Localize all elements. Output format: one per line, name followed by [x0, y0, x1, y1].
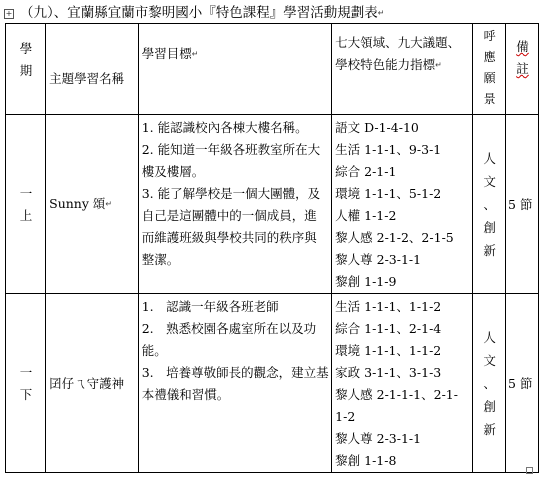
- header-semester: 學 期: [6, 24, 46, 115]
- list-item: 2. 能知道一年級各班教室所在大樓及樓層。: [141, 142, 321, 179]
- table-row: [6, 115, 539, 294]
- header-theme: 主題學習名稱: [46, 24, 139, 115]
- list-item: 黎人感 2-1-2、2-1-5: [335, 230, 454, 245]
- table-resize-handle-icon[interactable]: [526, 467, 533, 474]
- list-item: 黎創 1-1-9: [335, 274, 397, 289]
- paragraph-mark-icon: ↵: [377, 8, 385, 18]
- row2-goals: [138, 294, 331, 473]
- list-item: 家政 3-1-1、3-1-3: [335, 365, 442, 380]
- list-item: 綜合 1-1-1、2-1-4: [335, 321, 442, 336]
- list-item: 生活 1-1-1、1-1-2: [335, 299, 442, 314]
- list-item: 1. 能認識校內各棟大樓名稱。: [141, 120, 308, 135]
- row2-theme: 囝仔ㄟ守護神: [46, 294, 139, 473]
- row2-semester: 一 下: [6, 294, 46, 473]
- table-row: [6, 294, 539, 473]
- header-domains: 七大領域、九大議題、學校特色能力指標↵: [332, 24, 473, 115]
- row2-notes: 5 節: [506, 294, 539, 473]
- list-item: 環境 1-1-1、5-1-2: [335, 186, 442, 201]
- list-item: 環境 1-1-1、1-1-2: [335, 343, 442, 358]
- list-item: 黎人尊 2-3-1-1: [335, 252, 422, 267]
- document-heading: [20, 3, 384, 24]
- header-goal: 學習目標↵: [138, 24, 331, 115]
- goal-list: [142, 117, 329, 271]
- list-item: 語文 D-1-4-10: [335, 120, 419, 135]
- list-item: 綜合 2-1-1: [335, 164, 397, 179]
- header-response: 呼 應 願 景: [473, 24, 506, 115]
- heading-text: （九）、宜蘭縣宜蘭市黎明國小『特色課程』學習活動規劃表: [20, 5, 378, 21]
- row1-theme: Sunny 頌↵: [46, 115, 139, 294]
- list-item: 1. 認識一年級各班老師: [141, 299, 279, 314]
- list-item: 黎創 1-1-8: [335, 453, 397, 468]
- list-item: 2. 熟悉校園各處室所在以及功能。: [141, 321, 317, 358]
- header-notes: 備 註: [506, 24, 539, 115]
- activity-plan-table: [5, 23, 539, 473]
- table-move-handle-icon[interactable]: +: [5, 9, 13, 18]
- row1-semester: 一 上: [6, 115, 46, 294]
- row1-response: 人 文 、 創 新: [473, 115, 506, 294]
- list-item: 黎人感 2-1-1-1、2-1-1-2: [335, 387, 458, 424]
- row2-response: 人 文 、 創 新: [473, 294, 506, 473]
- goal-list: [142, 296, 329, 406]
- list-item: 人權 1-1-2: [335, 208, 397, 223]
- list-item: 生活 1-1-1、9-3-1: [335, 142, 442, 157]
- list-item: 3. 培養尊敬師長的觀念，建立基本禮儀和習慣。: [141, 365, 329, 402]
- row2-domains: [332, 294, 473, 473]
- row1-domains: [332, 115, 473, 294]
- list-item: 3. 能了解學校是一個大團體，及自己是這團體中的一個成員，進而維護班級與學校共同的秩序與整潔。: [141, 186, 321, 267]
- header-row: [6, 24, 539, 115]
- row1-notes: 5 節: [506, 115, 539, 294]
- row1-goals: [138, 115, 331, 294]
- list-item: 黎人尊 2-3-1-1: [335, 431, 422, 446]
